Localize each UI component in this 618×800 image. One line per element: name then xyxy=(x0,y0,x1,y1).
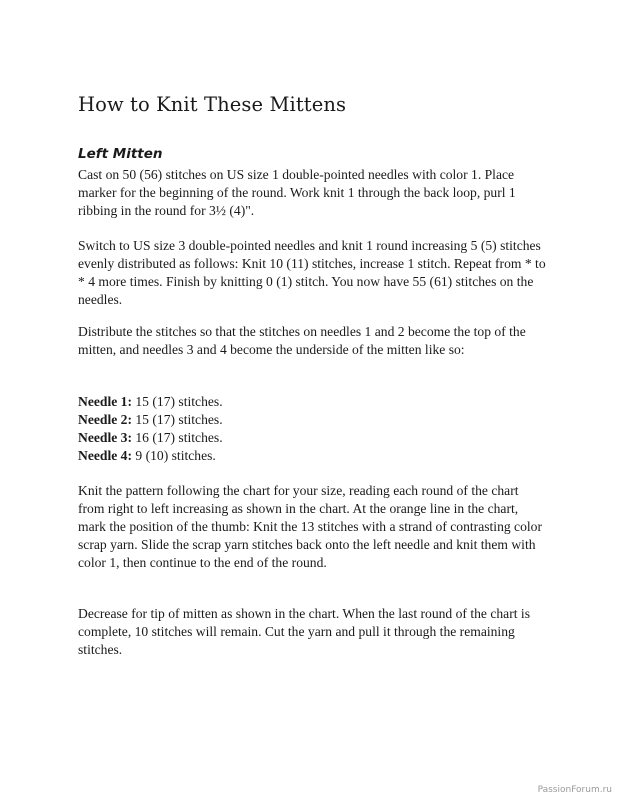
paragraph-increase-round: Switch to US size 3 double-pointed needles and knit 1 round increasing 5 (5) stitches evenly distributed as follows: Knit 10 (11) stitches, increase 1 stitch. Repeat from * to * 4 more times. Finish by knitting 0 (1) stitch. You now have 55 (61) stitches on the needles. xyxy=(78,238,546,307)
needle-label: Needle 2: xyxy=(78,412,132,427)
section-heading-left-mitten: Left Mitten xyxy=(78,146,163,162)
needle-count: 15 (17) stitches. xyxy=(131,412,223,427)
needle-label: Needle 1: xyxy=(78,394,132,409)
needle-list xyxy=(78,393,223,465)
paragraph-knit-pattern: Knit the pattern following the chart for your size, reading each round of the chart from right to left increasing as shown in the chart. At the orange line in the chart, mark the position of the thumb: Knit the 13 stitches with a strand of contrasting color scrap yarn. Slide the scrap yarn stitches back onto the left needle and knit them with color 1, then continue to the end of the round. xyxy=(78,483,542,570)
watermark-text: PassionForum.ru xyxy=(537,785,612,795)
page-title: How to Knit These Mittens xyxy=(78,93,347,116)
needle-label: Needle 3: xyxy=(78,430,132,445)
needle-label: Needle 4: xyxy=(78,448,132,463)
needle-item xyxy=(78,429,223,447)
needle-count: 15 (17) stitches. xyxy=(131,394,223,409)
needle-count: 9 (10) stitches. xyxy=(131,448,216,463)
needle-item xyxy=(78,447,223,465)
needle-item xyxy=(78,411,223,429)
paragraph-distribute: Distribute the stitches so that the stitches on needles 1 and 2 become the top of the mitten, and needles 3 and 4 become the underside of the mitten like so: xyxy=(78,324,526,357)
needle-item xyxy=(78,393,223,411)
paragraph-cast-on: Cast on 50 (56) stitches on US size 1 double-pointed needles with color 1. Place marker for the beginning of the round. Work knit 1 through the back loop, purl 1 ribbing in the round for 3½ (4)". xyxy=(78,167,516,218)
needle-count: 16 (17) stitches. xyxy=(131,430,223,445)
paragraph-decrease: Decrease for tip of mitten as shown in the chart. When the last round of the chart is complete, 10 stitches will remain. Cut the yarn and pull it through the remaining stitches. xyxy=(78,606,530,657)
